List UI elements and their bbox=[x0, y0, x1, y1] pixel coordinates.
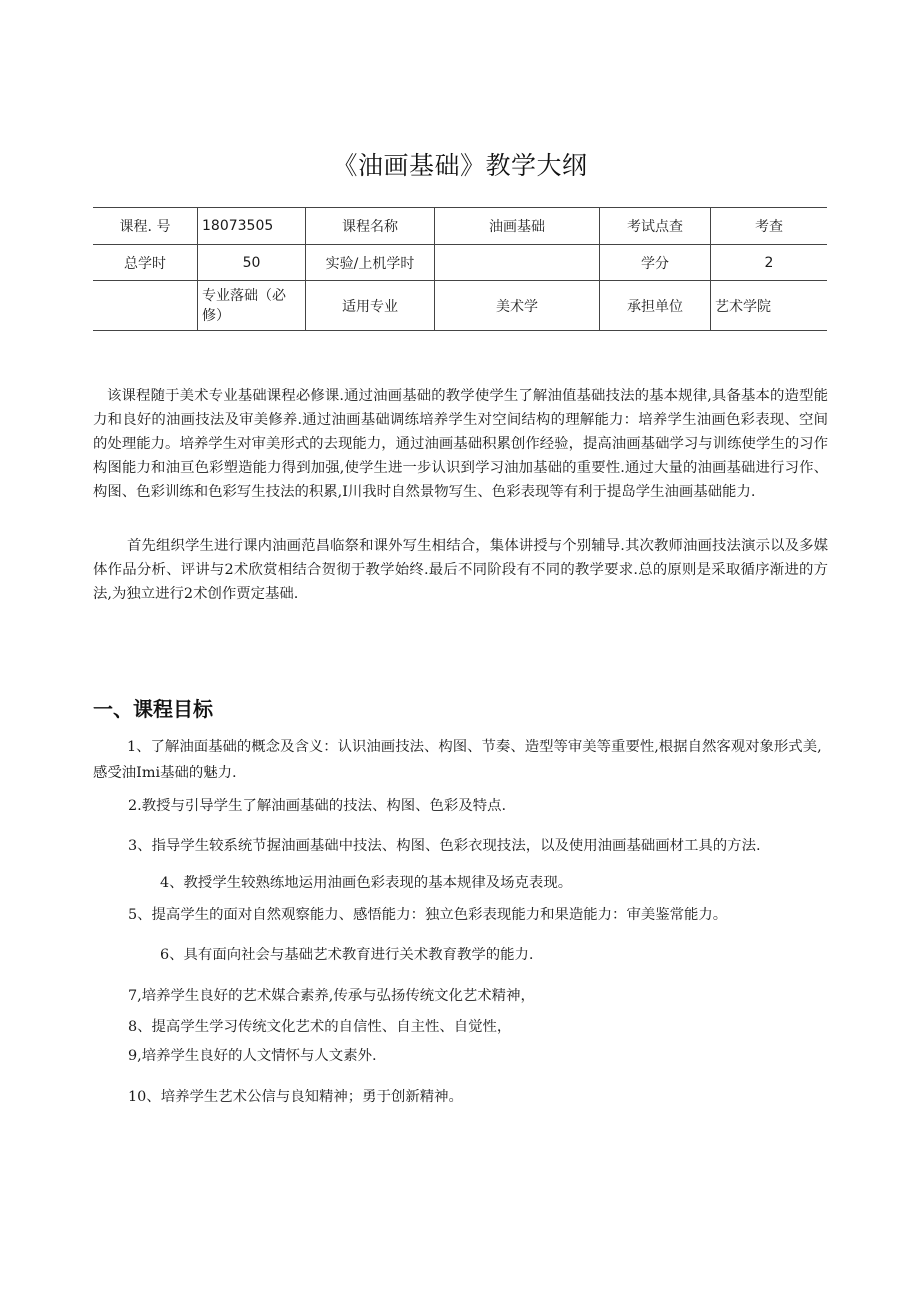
label-course-number: 课程. 号 bbox=[93, 208, 198, 245]
goal-item: 1、了解油面基础的概念及含义：认识油画技法、构图、节奏、造型等审美等重要性,根据自然客观对象形式美,感受油Imi基础的魅力. bbox=[93, 739, 822, 781]
label-course-name: 课程名称 bbox=[306, 208, 435, 245]
value-department: 艺术学院 bbox=[711, 281, 828, 331]
goal-item: 8、提高学生学习传统文化艺术的自信性、自主性、自觉性， bbox=[128, 1019, 512, 1035]
value-course-type: 专业落础（必修） bbox=[198, 281, 306, 331]
value-major: 美术学 bbox=[435, 281, 600, 331]
intro-paragraph: 该课程随于美术专业基础课程必修课.通过油画基础的教学使学生了解油值基础技法的基本规律,具备基本的造型能力和良好的油画技法及审美修养.通过油画基础调练培养学生对空间结构的理解能力：培养学生油画色彩表现、空间的处理能力。培养学生对审美形式的去现能力，通过油画基础积累创作经验，提高油画基础学习与训练使学生的习作构图能力和油亘色彩塑造能力得到加强,使学生进一步认识到学习油加基础的重要性.通过大量的油画基础进行习作、构图、色彩训练和色彩写生技法的积累,Ⅰ川我时自然景物写生、色彩表现等有利于提岛学生油画基础能力. bbox=[93, 388, 828, 500]
label-credits: 学分 bbox=[600, 245, 711, 281]
goal-item: 6、具有面向社会与基础艺术教育进行关术教育教学的能力. bbox=[160, 947, 534, 963]
course-info-table bbox=[93, 207, 827, 331]
document-title: 《油画基础》教学大纲 bbox=[332, 151, 588, 180]
label-course-type bbox=[93, 281, 198, 331]
value-total-hours: 50 bbox=[198, 245, 306, 281]
goal-item: 10、培养学生艺术公信与良知精神；勇于创新精神。 bbox=[128, 1089, 463, 1105]
value-credits: 2 bbox=[711, 245, 828, 281]
goal-item: 7,培养学生良好的艺术媒合素养,传承与弘扬传统文化艺术精神， bbox=[128, 988, 535, 1004]
label-exam-type: 考试点查 bbox=[600, 208, 711, 245]
value-lab-hours bbox=[435, 245, 600, 281]
label-department: 承担单位 bbox=[600, 281, 711, 331]
section-heading: 一、课程目标 bbox=[93, 697, 213, 721]
table-row bbox=[93, 281, 827, 331]
value-exam-type: 考查 bbox=[711, 208, 828, 245]
goal-item: 5、提高学生的面对自然观察能力、感悟能力：独立色彩表现能力和果造能力：审美鉴常能力。 bbox=[128, 907, 728, 923]
label-lab-hours: 实验/上机学时 bbox=[306, 245, 435, 281]
value-course-number: 18073505 bbox=[198, 208, 306, 245]
goal-item: 3、指导学生较系统节握油画基础中技法、构图、色彩衣现技法，以及使用油画基础画材工具的方法. bbox=[128, 838, 761, 854]
table-row bbox=[93, 245, 827, 281]
goal-item: 9,培养学生良好的人文情怀与人文素外. bbox=[128, 1048, 377, 1064]
teaching-method-paragraph: 首先组织学生进行课内油画范昌临祭和课外写生相结合，集体讲授与个别辅导.其次教师油画技法演示以及多媒体作品分析、评讲与2术欣赏相结合贺彻于教学始终.最后不同阶段有不同的教学要求.总的原则是采取循序渐进的方法,为独立进行2术创作贾定基础. bbox=[93, 538, 828, 602]
label-major: 适用专业 bbox=[306, 281, 435, 331]
goal-item: 2.教授与引导学生了解油画基础的技法、构图、色彩及特点. bbox=[128, 798, 507, 814]
goal-item: 4、教授学生较熟练地运用油画色彩表现的基本规律及场克表现。 bbox=[160, 875, 573, 891]
label-total-hours: 总学时 bbox=[93, 245, 198, 281]
table-row bbox=[93, 208, 827, 245]
value-course-name: 油画基础 bbox=[435, 208, 600, 245]
